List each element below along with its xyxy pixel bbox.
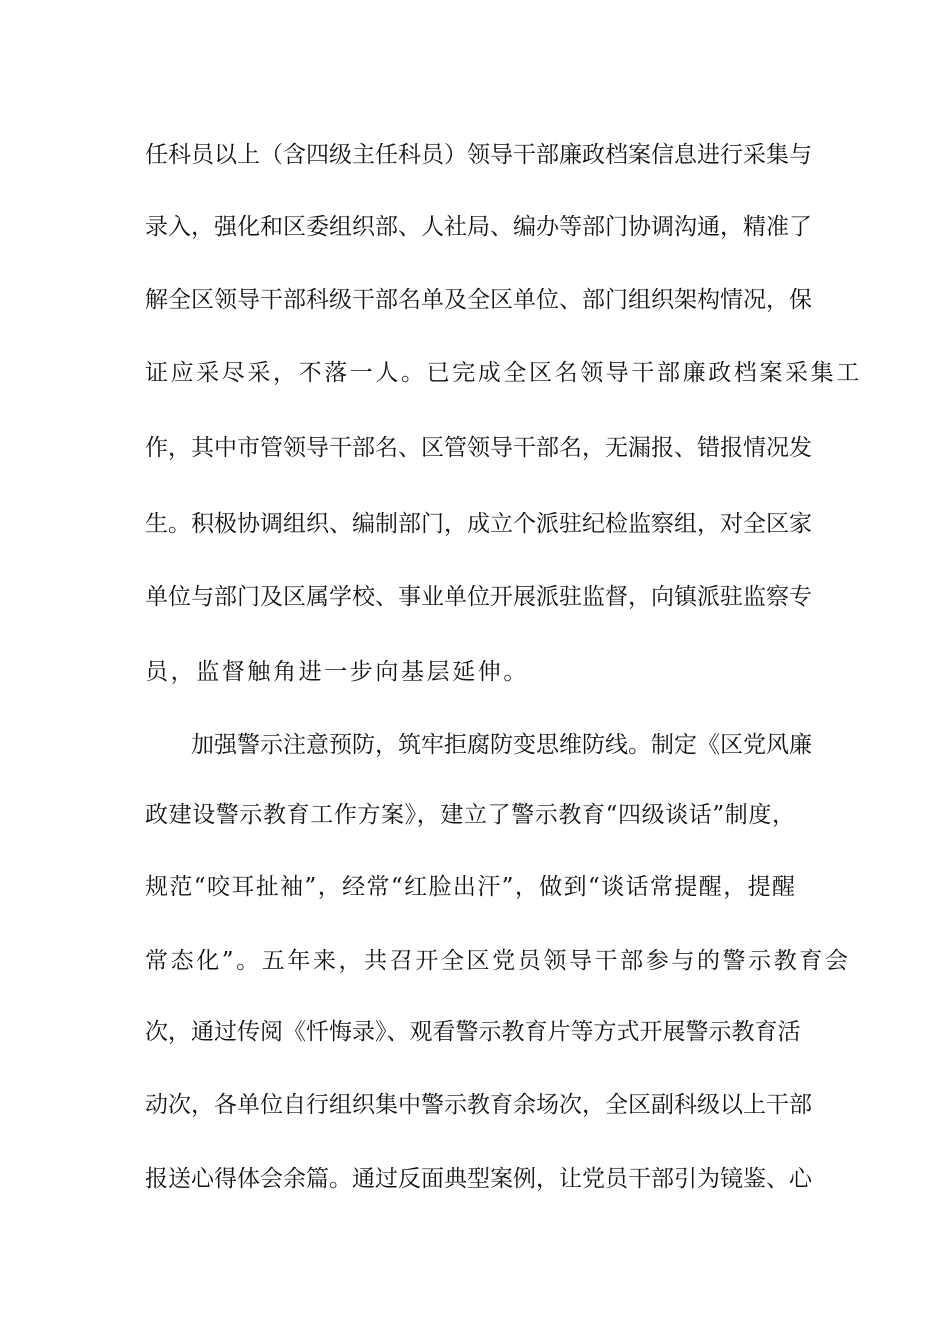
text-line: 加强警示注意预防，筑牢拒腐防变思维防线。制定《区党风廉 — [145, 732, 812, 758]
text-line: 生。积极协调组织、编制部门，成立个派驻纪检监察组，对全区家 — [145, 511, 812, 537]
text-line: 政建设警示教育工作方案》，建立了警示教育“四级谈话”制度， — [145, 802, 795, 828]
text-line: 报送心得体会余篇。通过反面典型案例，让党员干部引为镜鉴、心 — [145, 1166, 812, 1192]
text-line: 任科员以上（含四级主任科员）领导干部廉政档案信息进行采集与 — [145, 142, 812, 168]
text-line: 单位与部门及区属学校、事业单位开展派驻监督，向镇派驻监察专 — [145, 584, 812, 610]
text-line: 规范“咬耳扯袖”，经常“红脸出汗”，做到“谈话常提醒，提醒 — [145, 874, 795, 900]
text-line: 动次，各单位自行组织集中警示教育余场次，全区副科级以上干部 — [145, 1092, 812, 1118]
text-line: 员，监督触角进一步向基层延伸。 — [145, 659, 529, 685]
text-line: 解全区领导干部科级干部名单及全区单位、部门组织架构情况，保 — [145, 287, 812, 313]
text-line: 次，通过传阅《忏悔录》、观看警示教育片等方式开展警示教育活 — [145, 1019, 801, 1045]
text-line: 录入，强化和区委组织部、人社局、编办等部门协调沟通，精准了 — [145, 214, 812, 240]
text-line: 作，其中市管领导干部名、区管领导干部名，无漏报、错报情况发 — [145, 435, 812, 461]
text-line: 常态化”。五年来，共召开全区党员领导干部参与的警示教育会 — [145, 948, 851, 974]
text-line: 证应采尽采，不落一人。已完成全区名领导干部廉政档案采集工 — [145, 360, 862, 386]
